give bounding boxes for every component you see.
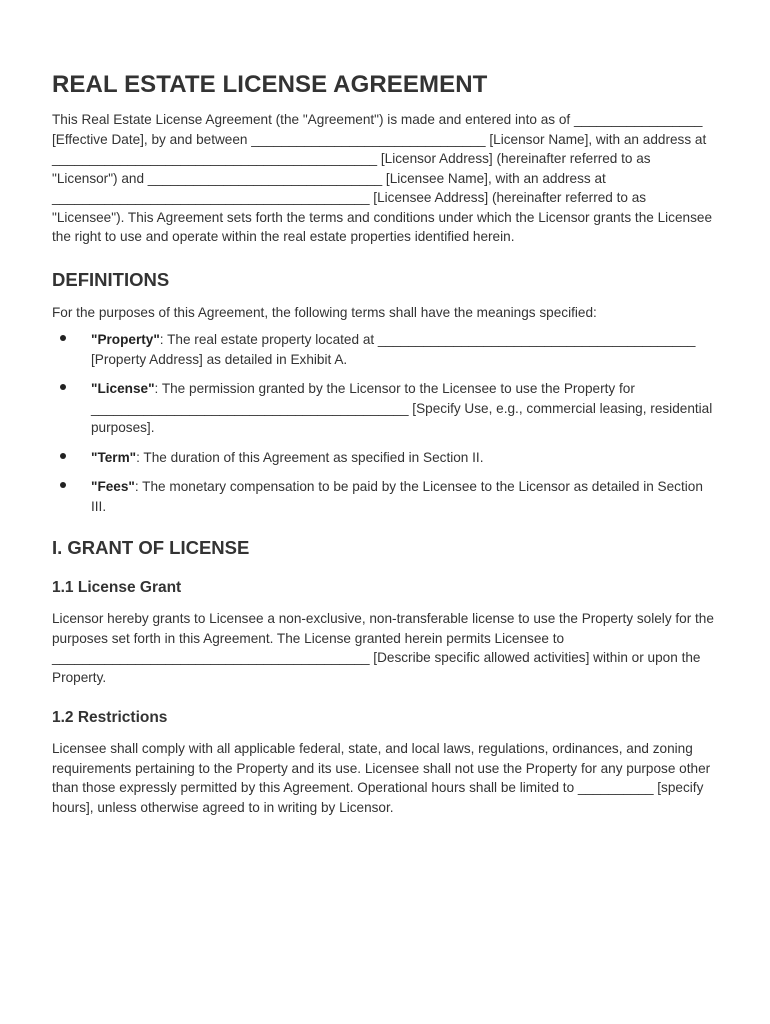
- definition-item-property: [52, 330, 718, 369]
- definition-text: : The duration of this Agreement as specified in Section II.: [136, 449, 484, 465]
- definition-term: "License": [91, 381, 155, 396]
- restrictions-heading: 1.2 Restrictions: [52, 709, 168, 726]
- definition-item-license: [52, 379, 718, 438]
- definition-term: "Fees": [91, 479, 135, 494]
- document-title: REAL ESTATE LICENSE AGREEMENT: [52, 71, 488, 98]
- definition-text: : The permission granted by the Licensor to the Licensee to use the Property for __________________________________________ [Specify Use, e.g., commercial leasing, residential purposes].: [91, 381, 713, 435]
- definition-text: : The real estate property located at __________________________________________ [Property Address] as detailed in Exhibit A.: [91, 332, 696, 367]
- intro-paragraph: This Real Estate License Agreement (the "Agreement") is made and entered into as of _________________ [Effective Date], by and between _______________________________ [Licensor Name], with an address at ___________________________________________ [Licensor Address] (hereinafter referred to as "Licensor") and _______________________________ [Licensee Name], with an address at __________________________________________ [Licensee Address] (hereinafter referred to as "Licensee"). This Agreement sets forth the terms and conditions under which the Licensor grants the Licensee the right to use and operate within the real estate properties identified herein.: [52, 112, 712, 244]
- definitions-heading: DEFINITIONS: [52, 268, 170, 290]
- restrictions-paragraph: Licensee shall comply with all applicable federal, state, and local laws, regulations, ordinances, and zoning requirements pertaining to the Property and its use. Licensee shall not use the Property for any purpose other than those expressly permitted by this Agreement. Operational hours shall be limited to __________ [specify hours], unless otherwise agreed to in writing by Licensor.: [52, 741, 711, 815]
- bullet-icon: [60, 384, 66, 390]
- definition-term: "Term": [91, 449, 137, 465]
- grant-of-license-heading: I. GRANT OF LICENSE: [52, 537, 250, 558]
- license-grant-heading: 1.1 License Grant: [52, 579, 182, 596]
- bullet-icon: [60, 482, 66, 488]
- definitions-list: [52, 330, 718, 516]
- license-grant-paragraph: Licensor hereby grants to Licensee a non-exclusive, non-transferable license to use the Property solely for the purposes set forth in this Agreement. The License granted herein permits Licensee to __________________________________________ [Describe specific allowed activities] within or upon the Property.: [52, 611, 714, 685]
- definition-text: : The monetary compensation to be paid by the Licensee to the Licensor as detailed in Section III.: [91, 479, 703, 514]
- bullet-icon: [60, 335, 66, 341]
- definition-term: "Property": [91, 332, 160, 347]
- bullet-icon: [60, 453, 66, 459]
- definition-item-term: [52, 448, 718, 468]
- definition-item-fees: [52, 477, 718, 516]
- definitions-lead: For the purposes of this Agreement, the following terms shall have the meanings specified:: [52, 304, 597, 320]
